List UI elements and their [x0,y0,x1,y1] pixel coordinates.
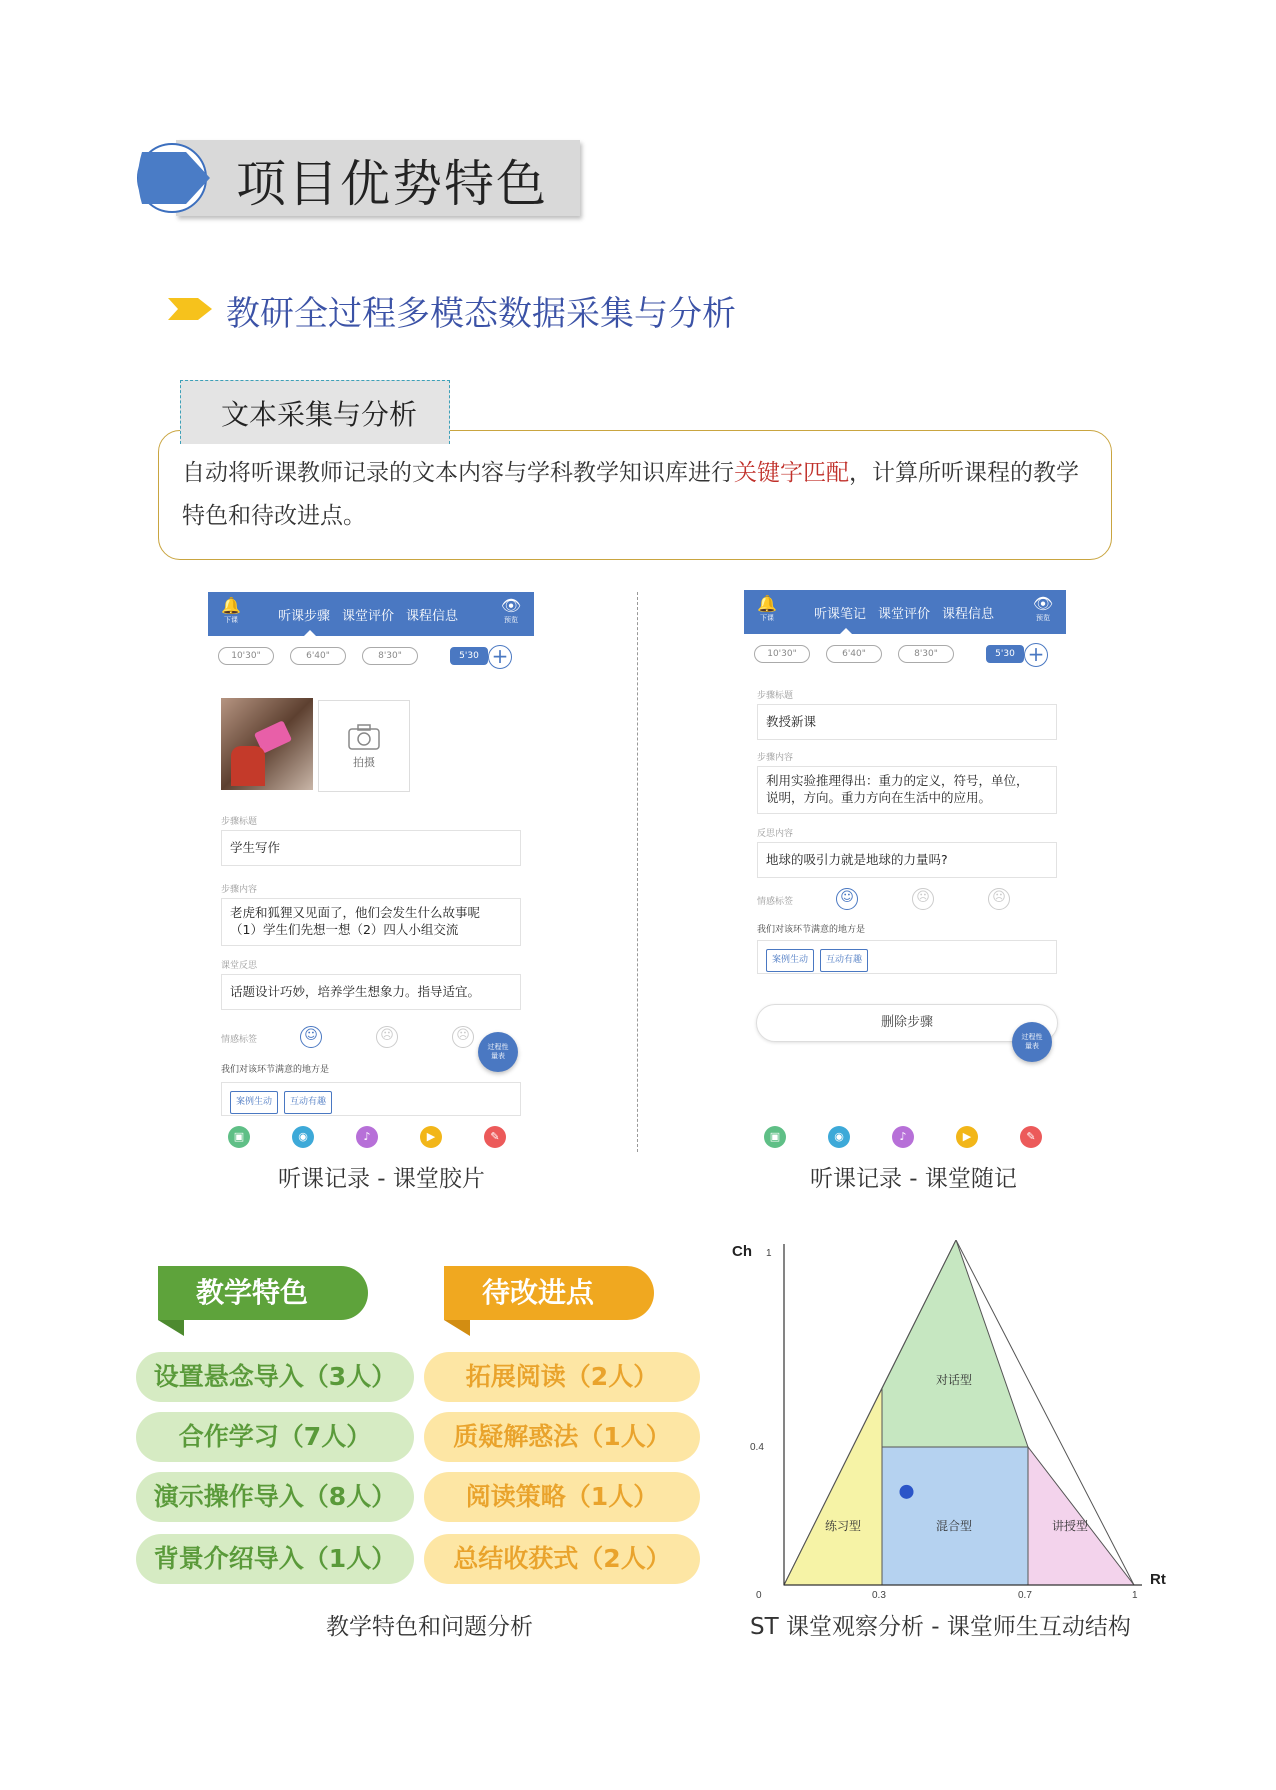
time-pill[interactable]: 6'40" [290,647,346,665]
features-caption: 教学特色和问题分析 [326,1614,533,1640]
step-content-line: 说明，方向。重力方向在生活中的应用。 [766,790,992,805]
emotion-label: 情感标签 [221,1035,258,1045]
emotion-label: 情感标签 [757,897,794,907]
header-tail [444,1320,470,1336]
region-label: 练习型 [825,1519,862,1533]
video-icon[interactable]: ▶ [420,1126,442,1148]
yellow-header-label: 待改进点 [482,1276,595,1309]
tab-course-info[interactable]: 课程信息 [406,609,459,624]
eye-label: 预览 [1036,614,1050,622]
improvement-item: 总结收获式（2人） [424,1534,700,1584]
bell-icon[interactable]: 🔔 下课 [216,596,246,625]
region-mixed [882,1447,1028,1585]
neutral-face-icon[interactable]: ☹ [376,1026,398,1048]
microphone-icon[interactable]: ♪ [892,1126,914,1148]
banner-arrow-icon [136,138,216,218]
image-icon[interactable]: ▣ [764,1126,786,1148]
scale-fab-button[interactable] [1012,1022,1052,1062]
time-pill-active[interactable]: 5'30 [986,645,1024,663]
region-label: 讲授型 [1052,1519,1089,1533]
subtitle-text: 教研全过程多模态数据采集与分析 [226,294,736,334]
camera-tool-icon[interactable]: ◉ [828,1126,850,1148]
bell-icon[interactable]: 🔔 下课 [752,594,782,623]
phone-screen-left [208,592,534,1152]
step-title-label: 步骤标题 [221,817,258,827]
tab-bar [814,603,1006,622]
tag-chip[interactable]: 互动有趣 [284,1091,332,1114]
region-lecture [1028,1447,1134,1585]
tag-area [221,1082,521,1116]
left-phone-caption: 听课记录 - 课堂胶片 [278,1166,485,1192]
pen-icon[interactable]: ✎ [1020,1126,1042,1148]
bell-label: 下课 [760,614,774,622]
step-content-field[interactable] [757,766,1057,814]
tab-evaluation[interactable]: 课堂评价 [878,607,931,622]
sad-face-icon[interactable]: ☹ [452,1026,474,1048]
happy-face-icon[interactable]: ☺ [836,888,858,910]
classroom-photo[interactable] [221,698,313,790]
app-topbar [208,592,534,636]
section-tab-label: 文本采集与分析 [221,398,418,431]
tab-bar [278,605,470,624]
time-segments [754,643,1054,667]
data-point [900,1485,914,1499]
bell-label: 下课 [224,616,238,624]
reflect-field[interactable]: 地球的吸引力就是地球的力量吗? [757,842,1057,878]
tab-evaluation[interactable]: 课堂评价 [342,609,395,624]
camera-label: 拍摄 [353,756,375,769]
tag-chip[interactable]: 案例生动 [766,949,814,972]
delete-step-button[interactable]: 删除步骤 [756,1004,1058,1042]
x-tick-label: 0 [756,1590,762,1600]
reflect-field[interactable]: 话题设计巧妙，培养学生想象力。指导适宜。 [221,974,521,1010]
time-pill[interactable]: 6'40" [826,645,882,663]
improvement-item: 拓展阅读（2人） [424,1352,700,1402]
header-tail [158,1320,184,1336]
add-step-icon[interactable]: + [1024,643,1048,667]
x-tick-label: 0.7 [1018,1590,1032,1600]
region-label: 对话型 [936,1373,973,1387]
desc-highlight: 关键字匹配 [734,460,849,486]
tag-chip[interactable]: 互动有趣 [820,949,868,972]
phone-screen-right [744,590,1070,1150]
x-tick-label: 0.3 [872,1590,886,1600]
desc-part: 自动将听课教师记录的文本内容与学科教学知识库进行 [182,460,734,486]
step-content-line: 老虎和狐狸又见面了，他们会发生什么故事呢 [230,905,481,920]
time-pill[interactable]: 8'30" [898,645,954,663]
fab-label: 量表 [1025,1042,1039,1050]
tab-indicator [304,630,316,636]
step-title-label: 步骤标题 [757,691,794,701]
right-phone-caption: 听课记录 - 课堂随记 [810,1166,1017,1192]
step-title-field[interactable]: 教授新课 [757,704,1057,740]
description-text [182,452,1092,538]
desc-part: ，计算所听课程的教学特色和待改进点。 [182,460,1079,529]
step-content-label: 步骤内容 [221,885,258,895]
eye-label: 预览 [504,616,518,624]
reflect-label: 反思内容 [757,829,794,839]
time-pill[interactable]: 8'30" [362,647,418,665]
sad-face-icon[interactable]: ☹ [988,888,1010,910]
improvement-item: 阅读策略（1人） [424,1472,700,1522]
chevron-right-icon [168,298,212,320]
fab-label: 过程性 [1021,1033,1043,1041]
y-tick-label: 1 [766,1248,772,1259]
section-tab [180,380,450,444]
neutral-face-icon[interactable]: ☹ [912,888,934,910]
tab-steps[interactable]: 听课步骤 [278,609,331,624]
image-icon[interactable]: ▣ [228,1126,250,1148]
happy-face-icon[interactable]: ☺ [300,1026,322,1048]
eye-icon[interactable]: 👁 预览 [496,596,526,625]
time-pill[interactable]: 10'30" [218,647,274,665]
fab-label: 量表 [491,1052,505,1060]
chart-regions [784,1240,1134,1585]
camera-button[interactable] [318,700,410,792]
time-pill[interactable]: 10'30" [754,645,810,663]
axis-label-y: Ch [732,1243,752,1260]
green-header-label: 教学特色 [196,1276,309,1309]
tag-area [757,940,1057,974]
divider-line [637,592,638,1152]
add-step-icon[interactable]: + [488,645,512,669]
page-title: 项目优势特色 [236,155,548,213]
feature-item: 设置悬念导入（3人） [136,1352,414,1402]
app-topbar [744,590,1066,634]
step-content-line: （1）学生们先想一想（2）四人小组交流 [230,922,459,937]
eye-icon[interactable]: 👁 预览 [1028,594,1058,623]
step-content-field[interactable] [221,898,521,946]
section-banner [136,138,580,218]
yellow-header [444,1266,654,1320]
step-content-label: 步骤内容 [757,753,794,763]
video-icon[interactable]: ▶ [956,1126,978,1148]
microphone-icon[interactable]: ♪ [356,1126,378,1148]
pen-icon[interactable]: ✎ [484,1126,506,1148]
step-content-line: 利用实验推理得出：重力的定义，符号，单位， [766,773,1029,788]
reflect-label: 课堂反思 [221,961,258,971]
y-tick-label: 0.4 [750,1442,764,1453]
satisfied-label: 我们对该环节满意的地方是 [221,1065,330,1075]
improvement-item: 质疑解惑法（1人） [424,1412,700,1462]
x-tick-label: 1 [1132,1590,1138,1600]
camera-tool-icon[interactable]: ◉ [292,1126,314,1148]
feature-item: 合作学习（7人） [136,1412,414,1462]
tab-course-info[interactable]: 课程信息 [942,607,995,622]
green-header [158,1266,368,1320]
chart-caption: ST 课堂观察分析 - 课堂师生互动结构 [750,1614,1131,1640]
fab-label: 过程性 [487,1043,509,1051]
satisfied-label: 我们对该环节满意的地方是 [757,925,866,935]
tab-notes[interactable]: 听课笔记 [814,607,867,622]
time-pill-active[interactable]: 5'30 [450,647,488,665]
axis-label-x: Rt [1150,1571,1166,1588]
region-label: 混合型 [936,1519,973,1533]
child-shape [231,746,265,786]
feature-item: 背景介绍导入（1人） [136,1534,414,1584]
time-segments [218,645,518,669]
feature-item: 演示操作导入（8人） [136,1472,414,1522]
step-title-field[interactable]: 学生写作 [221,830,521,866]
scale-fab-button[interactable] [478,1032,518,1072]
tab-indicator [840,628,852,634]
camera-icon [347,723,381,751]
st-analysis-chart [722,1240,1182,1600]
tag-chip[interactable]: 案例生动 [230,1091,278,1114]
